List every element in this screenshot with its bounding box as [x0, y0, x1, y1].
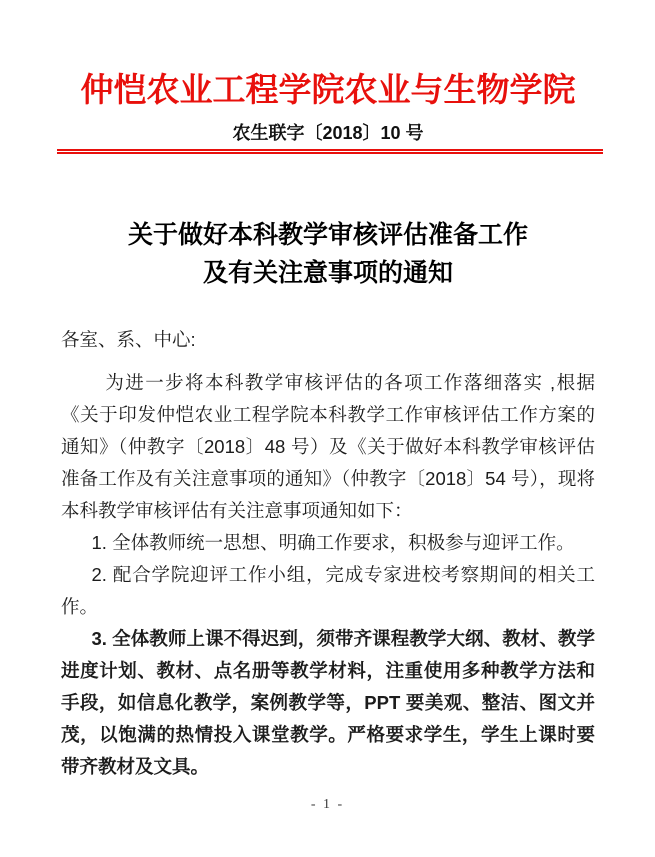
salutation: 各室、系、中心:: [61, 329, 196, 350]
paragraph-item-2: 2. 配合学院迎评工作小组，完成专家进校考察期间的相关工作。: [61, 564, 595, 617]
notice-title-line2: 及有关注意事项的通知: [202, 259, 453, 287]
letterhead-divider: [57, 149, 603, 154]
paragraph-item-1: 1. 全体教师统一思想、明确工作要求，积极参与迎评工作。: [91, 532, 575, 553]
notice-body: [61, 324, 595, 783]
paragraph-item-3: 3. 全体教师上课不得迟到，须带齐课程教学大纲、教材、教学进度计划、教材、点名册等教学材料，注重使用多种教学方法和手段，如信息化教学，案例教学等，PPT 要美观、整洁、图文并茂，以饱满的热情投入课堂教学。严格要求学生，学生上课时要带齐教材及文具。: [61, 628, 595, 777]
notice-title-line1: 关于做好本科教学审核评估准备工作: [127, 221, 528, 249]
document-number: 农生联字〔2018〕10 号: [232, 123, 424, 143]
letterhead: [61, 70, 595, 154]
page-number: - 1 -: [310, 797, 345, 812]
paragraph-intro: 为进一步将本科教学审核评估的各项工作落细落实 ,根据《关于印发仲恺农业工程学院本科教学工作审核评估工作方案的通知》（仲教字〔2018〕48 号）及《关于做好本科教学审核评估准备工作及有关注意事项的通知》（仲教字〔2018〕54 号），现将本科教学审核评估有关注意事项通知如下：: [61, 372, 595, 521]
notice-title: [61, 216, 595, 292]
organization-title: 仲恺农业工程学院农业与生物学院: [80, 73, 576, 109]
